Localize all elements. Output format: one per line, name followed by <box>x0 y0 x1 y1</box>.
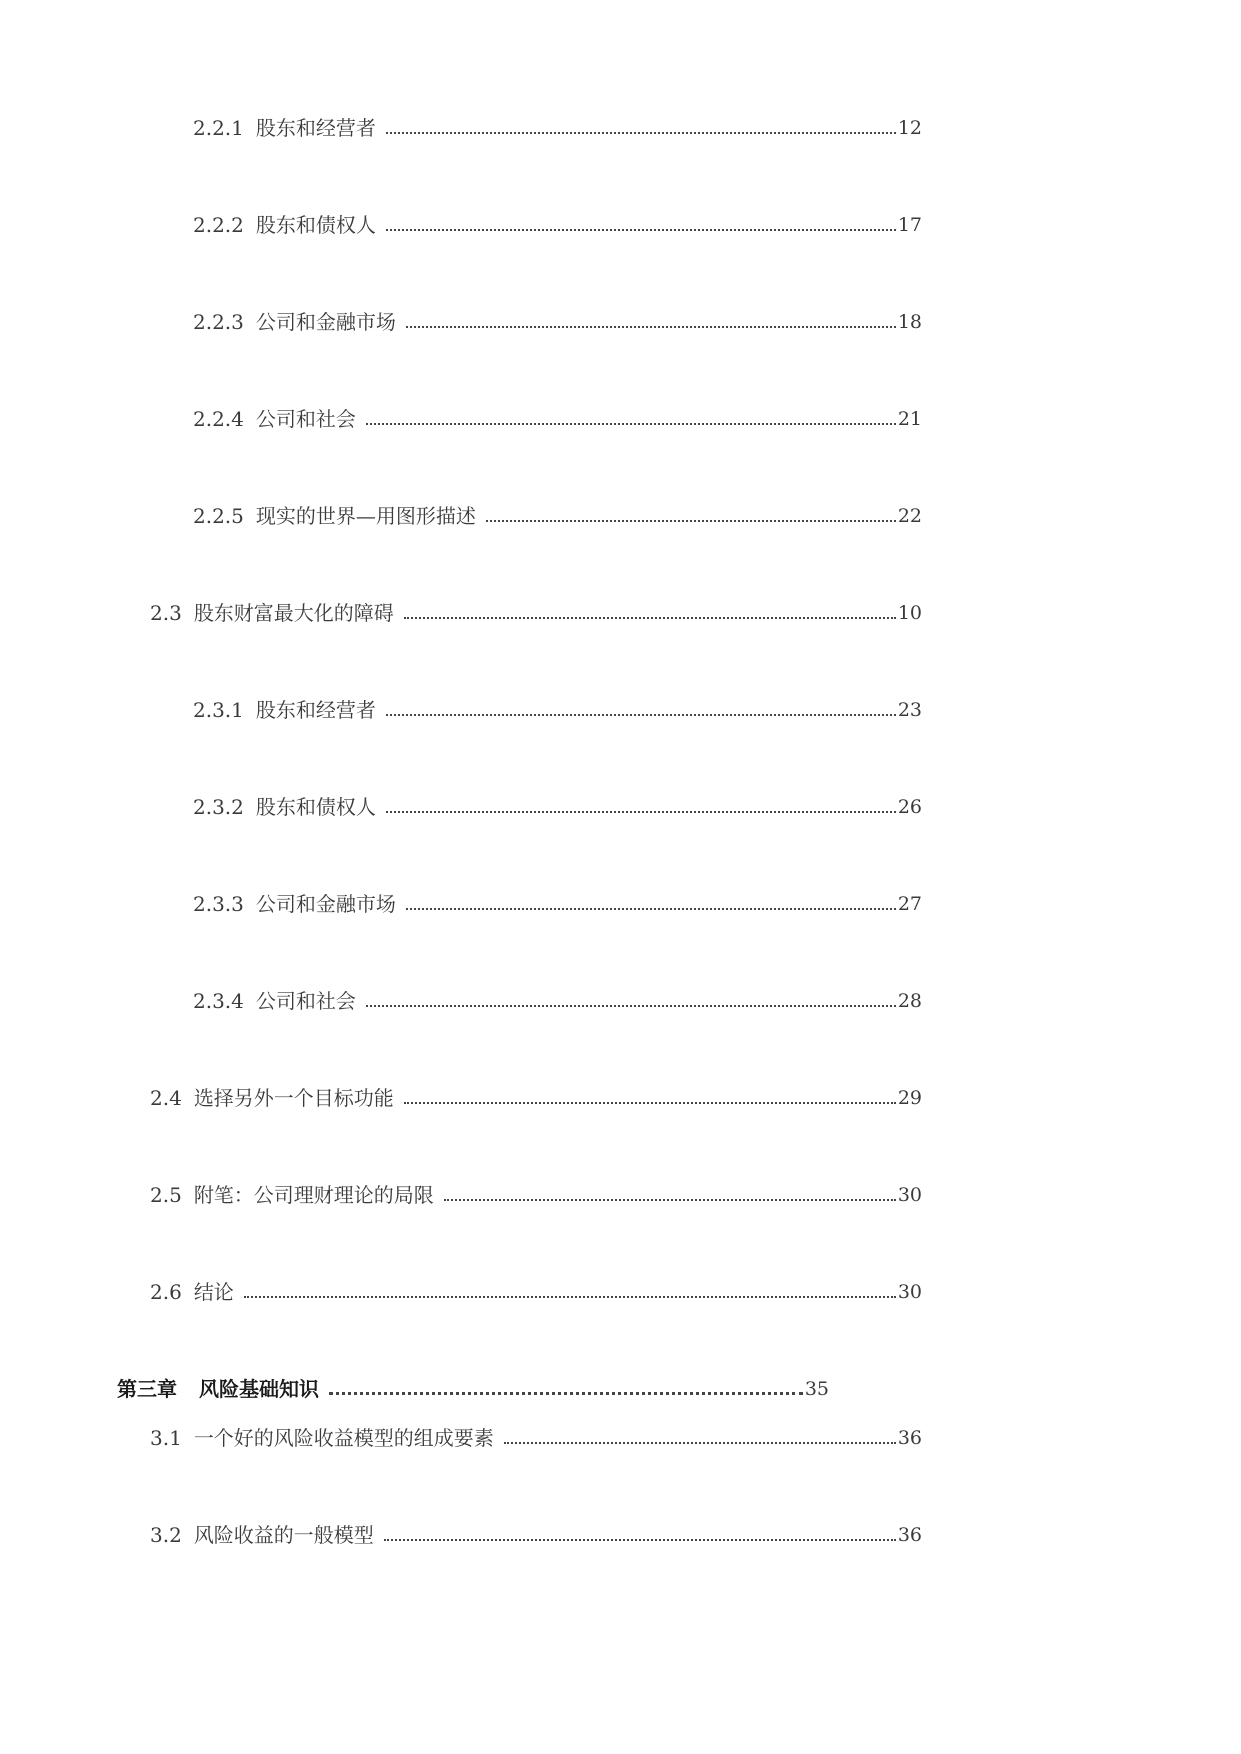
toc-entry-number: 3.1 <box>150 1426 182 1450</box>
toc-entry-page: 28 <box>897 990 922 1012</box>
toc-entry[interactable] <box>193 986 922 1016</box>
toc-entry-title: 一个好的风险收益模型的组成要素 <box>193 1426 494 1450</box>
toc-entry-title: 现实的世界—用图形描述 <box>255 504 476 528</box>
dot-leader <box>504 1423 896 1453</box>
toc-entry-number: 2.3.4 <box>193 989 244 1013</box>
toc-entry-number: 2.2.5 <box>193 504 244 528</box>
toc-entry[interactable] <box>193 404 922 434</box>
dot-leader <box>404 1083 896 1113</box>
dot-leader <box>386 210 896 240</box>
toc-entry-page: 10 <box>897 602 922 624</box>
toc-entry-number: 2.5 <box>150 1183 182 1207</box>
toc-entry[interactable] <box>150 1083 922 1113</box>
toc-entry-number: 2.2.1 <box>193 116 244 140</box>
toc-entry-page: 18 <box>897 311 922 333</box>
toc-entry[interactable] <box>193 501 922 531</box>
dot-leader <box>444 1180 896 1210</box>
dot-leader <box>329 1374 803 1404</box>
toc-entry-number: 2.2.3 <box>193 310 244 334</box>
toc-entry-page: 36 <box>897 1427 922 1449</box>
toc-entry-page: 35 <box>804 1378 829 1400</box>
toc-entry[interactable] <box>193 695 922 725</box>
toc-entry[interactable] <box>150 1180 922 1210</box>
toc-entry-number: 2.3.2 <box>193 795 244 819</box>
toc-entry-title: 选择另外一个目标功能 <box>193 1086 394 1110</box>
dot-leader <box>406 307 896 337</box>
dot-leader <box>406 889 896 919</box>
dot-leader <box>486 501 896 531</box>
toc-chapter-title: 风险基础知识 <box>199 1377 319 1401</box>
toc-entry-number: 2.2.4 <box>193 407 244 431</box>
toc-entry-number: 2.6 <box>150 1280 182 1304</box>
dot-leader <box>366 404 896 434</box>
toc-entry-number: 2.4 <box>150 1086 182 1110</box>
toc-entry-page: 22 <box>897 505 922 527</box>
toc-entry[interactable] <box>150 1423 922 1453</box>
toc-entry-title: 股东和经营者 <box>255 116 376 140</box>
toc-entry[interactable] <box>193 113 922 143</box>
toc-entry-title: 附笔：公司理财理论的局限 <box>193 1183 434 1207</box>
toc-entry-number: 2.2.2 <box>193 213 244 237</box>
toc-entry-page: 26 <box>897 796 922 818</box>
toc-entry-page: 23 <box>897 699 922 721</box>
dot-leader <box>386 113 896 143</box>
toc-entry[interactable] <box>193 889 922 919</box>
toc-entry-title: 公司和社会 <box>255 407 356 431</box>
toc-entry-number: 2.3.1 <box>193 698 244 722</box>
dot-leader <box>386 792 896 822</box>
toc-entry-title: 公司和金融市场 <box>255 310 396 334</box>
toc-entry[interactable] <box>150 1520 922 1550</box>
dot-leader <box>404 598 896 628</box>
dot-leader <box>384 1520 896 1550</box>
toc-chapter-entry[interactable] <box>117 1374 829 1404</box>
toc-entry[interactable] <box>150 598 922 628</box>
toc-entry-number: 2.3.3 <box>193 892 244 916</box>
toc-entry[interactable] <box>193 210 922 240</box>
toc-entry-title: 公司和社会 <box>255 989 356 1013</box>
toc-entry[interactable] <box>150 1277 922 1307</box>
toc-entry[interactable] <box>193 307 922 337</box>
toc-chapter-number: 第三章 <box>117 1377 177 1401</box>
toc-entry-page: 30 <box>897 1281 922 1303</box>
toc-entry-number: 2.3 <box>150 601 182 625</box>
toc-entry-title: 风险收益的一般模型 <box>193 1523 374 1547</box>
toc-entry-number: 3.2 <box>150 1523 182 1547</box>
toc-entry-title: 股东和债权人 <box>255 795 376 819</box>
toc-entry-title: 结论 <box>193 1280 234 1304</box>
dot-leader <box>244 1277 896 1307</box>
toc-entry-page: 30 <box>897 1184 922 1206</box>
toc-entry-page: 17 <box>897 214 922 236</box>
toc-entry-title: 股东和经营者 <box>255 698 376 722</box>
toc-entry-title: 股东财富最大化的障碍 <box>193 601 394 625</box>
toc-entry[interactable] <box>193 792 922 822</box>
toc-entry-page: 21 <box>897 408 922 430</box>
toc-entry-title: 公司和金融市场 <box>255 892 396 916</box>
toc-entry-page: 36 <box>897 1524 922 1546</box>
toc-entry-page: 27 <box>897 893 922 915</box>
toc-entry-title: 股东和债权人 <box>255 213 376 237</box>
dot-leader <box>366 986 896 1016</box>
toc-entry-page: 12 <box>897 117 922 139</box>
dot-leader <box>386 695 896 725</box>
toc-entry-page: 29 <box>897 1087 922 1109</box>
